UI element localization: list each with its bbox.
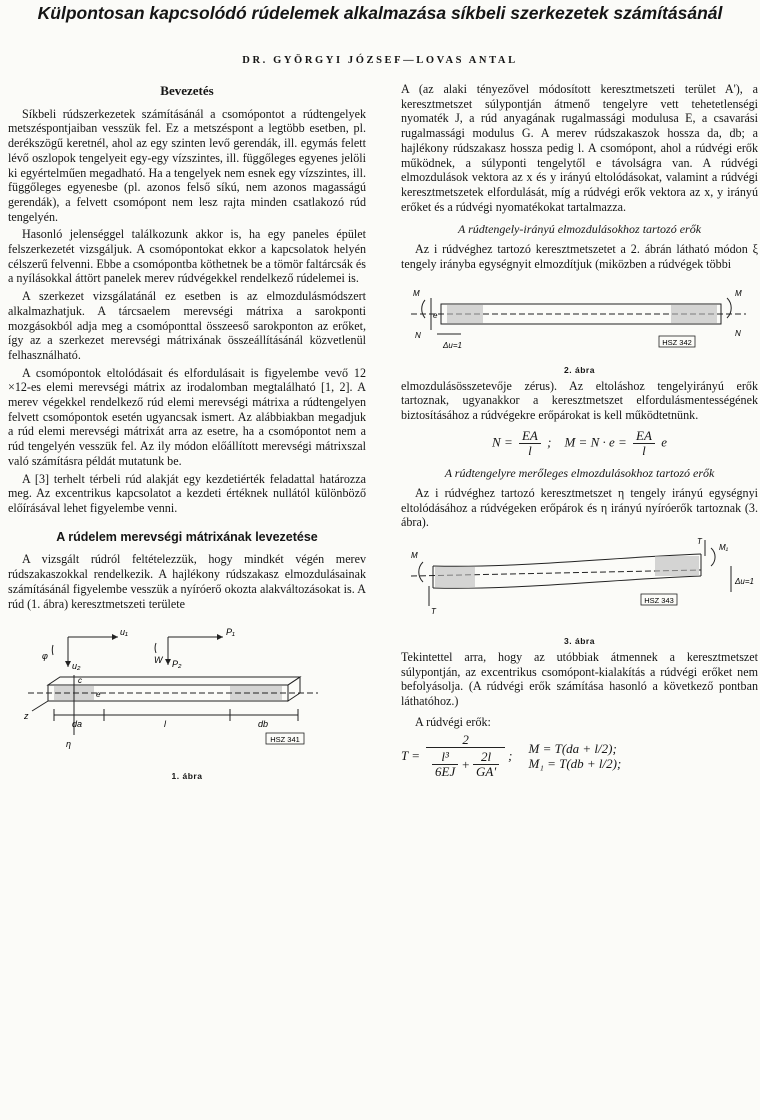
formula-term: N = — [492, 434, 513, 450]
figure-1 — [8, 625, 366, 781]
label-e2: e — [433, 310, 438, 320]
formula-term: M = N · e = — [564, 434, 627, 450]
right-column — [401, 82, 758, 779]
denominator: 6EJ — [435, 764, 456, 780]
formula-axial — [401, 429, 758, 458]
section-heading-transverse: A rúdtengelyre merőleges elmozdulásokhoz tartozó erők — [444, 465, 715, 480]
figure-code: HSZ 341 — [270, 735, 300, 745]
figure-1-diagram — [8, 625, 366, 775]
numerator: EA — [633, 429, 655, 444]
section-heading-intro: Bevezetés — [160, 83, 214, 98]
formula-m1: M₁ = T(db + l/2); — [528, 756, 622, 772]
fraction — [426, 733, 505, 779]
label-m3: M — [411, 550, 418, 560]
label-z: z — [24, 711, 29, 722]
moment-formulas — [528, 741, 621, 771]
label-du: Δu=1 — [443, 340, 462, 350]
formula-shear — [401, 733, 758, 779]
paragraph: Az i rúdvéghez tartozó keresztmetszetet a 2. ábrán látható módon ξ tengely irányba egységnyit elmozdítjuk (miközben a rúdvégek többi — [401, 242, 758, 272]
numerator: 2 — [426, 733, 505, 748]
fraction — [473, 750, 499, 779]
paragraph: A vizsgált rúdról feltételezzük, hogy mindkét végén merev rúdszakaszokkal rendelkezik. A hajlékony rúdszakasz elmozdulásainak számításánál figyelembe vesszük a nyíróerő okozta alakváltozásokat is. A rúd (1. ábra) keresztmetszeti területe — [8, 552, 366, 611]
label-t-right: T — [697, 536, 702, 546]
fraction — [519, 429, 541, 458]
label-u1: u₁ — [120, 627, 128, 638]
fraction — [432, 750, 458, 779]
formula-plus: + — [461, 756, 471, 772]
label-p2: P₂ — [172, 659, 182, 670]
figure-code: HSZ 342 — [662, 337, 692, 347]
figure-1-caption: 1. ábra — [171, 770, 203, 781]
page-title: Külpontosan kapcsolódó rúdelemek alkalmazása síkbeli szerkezetek számításánál — [37, 3, 723, 23]
denominator: l — [528, 442, 532, 458]
figure-2-diagram — [401, 278, 758, 360]
authors: DR. GYÖRGYI JÓZSEF—LOVAS ANTAL — [242, 55, 518, 66]
denominator — [426, 748, 505, 779]
denominator: l — [642, 442, 646, 458]
label-c: c — [78, 676, 82, 686]
label-m1: M₁ — [719, 542, 729, 552]
paragraph: Síkbeli rúdszerkezetek számításánál a csomópontot a rúdtengelyek metszéspontjaiban vesszük fel. Ez a metszéspont a legtöbb esetben, pl. derékszögű keretnél, ahol az egy szinten levő gerendák, ill. egymás felett lévő oszlopok tengelyeit egy-egy vízszintes, ill. függőleges egyenes jelöli ki egyértelműen megadható. Ha a tengelyek nem esnek egy vízszintes, ill. függőleges egyenesbe (pl. azonos felső síkú, nem azonos magasságú gerendák), a felvett csomópont nem lesz rajta minden csatlakozó rúd tengelyén. — [8, 106, 366, 224]
paragraph: elmozdulásösszetevője zérus). Az eltoláshoz tengelyirányú erők tartoznak, ugyanakkor a keresztmetszet elfordulásmentességének biztosításához a rúdvégekre erőpárokat is kell működtetnünk. — [401, 378, 758, 423]
label-t-left: T — [431, 606, 436, 616]
figure-2-caption: 2. ábra — [564, 365, 595, 376]
formula-term: e — [661, 434, 667, 450]
paragraph: A rúdvégi erők: — [415, 714, 491, 729]
left-column — [8, 82, 366, 781]
figure-3-caption: 3. ábra — [564, 635, 595, 646]
figure-3-diagram — [401, 536, 758, 630]
section-heading-axial: A rúdtengely-irányú elmozdulásokhoz tartozó erők — [457, 222, 702, 237]
paragraph: A szerkezet vizsgálatánál ez esetben is az elmozdulásmódszert alkalmazhatjuk. A tárcsaelem merevségi mátrixa a sarokponti mozgásokból adja meg a csomóponttal összeeső sarokponton az erőket, így az a szerkezet merevségi mátrixának összeállításánál közvetlenül felhasználható. — [8, 289, 366, 362]
label-m-left: M — [413, 288, 420, 298]
label-phi: φ — [42, 651, 48, 662]
label-p1: P₁ — [226, 627, 235, 638]
label-e: e — [96, 690, 101, 700]
paragraph: A csomópontok eltolódásait és elfordulásait is figyelembe vevő 12 ×12-es elemi merevségi mátrix az irodalomban megtalálható [1, 2]. A merev végekkel rendelkező rúd elemi merevségi mátrixa a rúdtengelyen felvett csomópontok esetén ugyancsak ismert. Az alábbiakban megadjuk a rúd elemi merevségi mátrixát arra az esetre, ha a csomópontot nem a rúd tengelyén vesszük fel. Az ily módon előállított merevségi mátrixszal való számításra példát mutatunk be. — [8, 365, 366, 468]
label-da: da — [72, 719, 83, 730]
label-du3: Δu=1 — [735, 576, 754, 586]
label-n-right: N — [735, 328, 741, 338]
section-heading-matrix: A rúdelem merevségi mátrixának levezetése — [56, 529, 318, 544]
formula-m: M = T(da + l/2); — [528, 741, 617, 757]
figure-code: HSZ 343 — [644, 595, 674, 605]
label-w: W — [154, 655, 163, 666]
paragraph: Hasonló jelenséggel találkozunk akkor is, ha egy paneles épület felszerkezetét vizsgáljuk. A csomópontokat ekkor a kapcsolatok helyén célszerű felvenni. Ebbe a csomópontba köthetnek be a tömör faltárcsák és a nyílásokkal áttört panelek merev rúdvégekkel rendelkező rúdelemei is. — [8, 227, 366, 286]
numerator: 2l — [473, 750, 499, 765]
label-u2: u₂ — [72, 661, 81, 672]
label-l: l — [164, 719, 166, 730]
paragraph: A (az alaki tényezővel módosított keresztmetszeti terület A'), a keresztmetszet súlypontján átmenő tengelyre vett tehetetlenségi nyomaték J, a rúd anyagának rugalmassági modulusa E, a csavarási rugalmassági modulus G. A merev rúdszakaszok hossza da, db; a hajlékony rúdszakasz hossza pedig l. A csomópont, ahol a rúdvégi erők működnek, a súlyponti tengelytől e távolságra van. A rúdvégi elmozdulások vektora az x és y irányú eltolódásokat, valamint a rúdvégi keresztmetszetek elfordulását, míg a rúdvégi erők vektora az x, y irányú erőket és a rúdvégi nyomatékokat tartalmazza. — [401, 82, 758, 214]
paragraph: Az i rúdvéghez tartozó keresztmetszet η tengely irányú egységnyi eltolódásához a rúdvégeken erőpárok és η irányú nyíróerők tartoznak (3. ábra). — [401, 485, 758, 530]
paragraph: A [3] terhelt térbeli rúd alakját egy kezdetiérték feladattal határozza meg. Az excentrikus kapcsolatot a kezdeti értéknek nullától különböző előírásával lehet figyelembe venni. — [8, 471, 366, 515]
figure-3 — [401, 536, 758, 644]
paragraph: Tekintettel arra, hogy az utóbbiak átmennek a keresztmetszet súlypontján, az excentrikus csomópont-kialakítás a rúdvégi erőket nem befolyásolja. (A rúdvégi erők számítása hasonló a következő pontban láthatóhoz.) — [401, 649, 758, 709]
formula-separator: ; — [547, 434, 552, 450]
fraction — [633, 429, 655, 458]
label-n-left: N — [415, 330, 421, 340]
label-m-right: M — [735, 288, 742, 298]
label-db: db — [258, 719, 269, 730]
numerator: l³ — [432, 750, 458, 765]
numerator: EA — [519, 429, 541, 444]
formula-separator: ; — [508, 748, 513, 764]
denominator: GA' — [476, 764, 497, 780]
label-eta: η — [66, 739, 71, 750]
formula-term: T = — [401, 748, 421, 764]
figure-2 — [401, 278, 758, 376]
